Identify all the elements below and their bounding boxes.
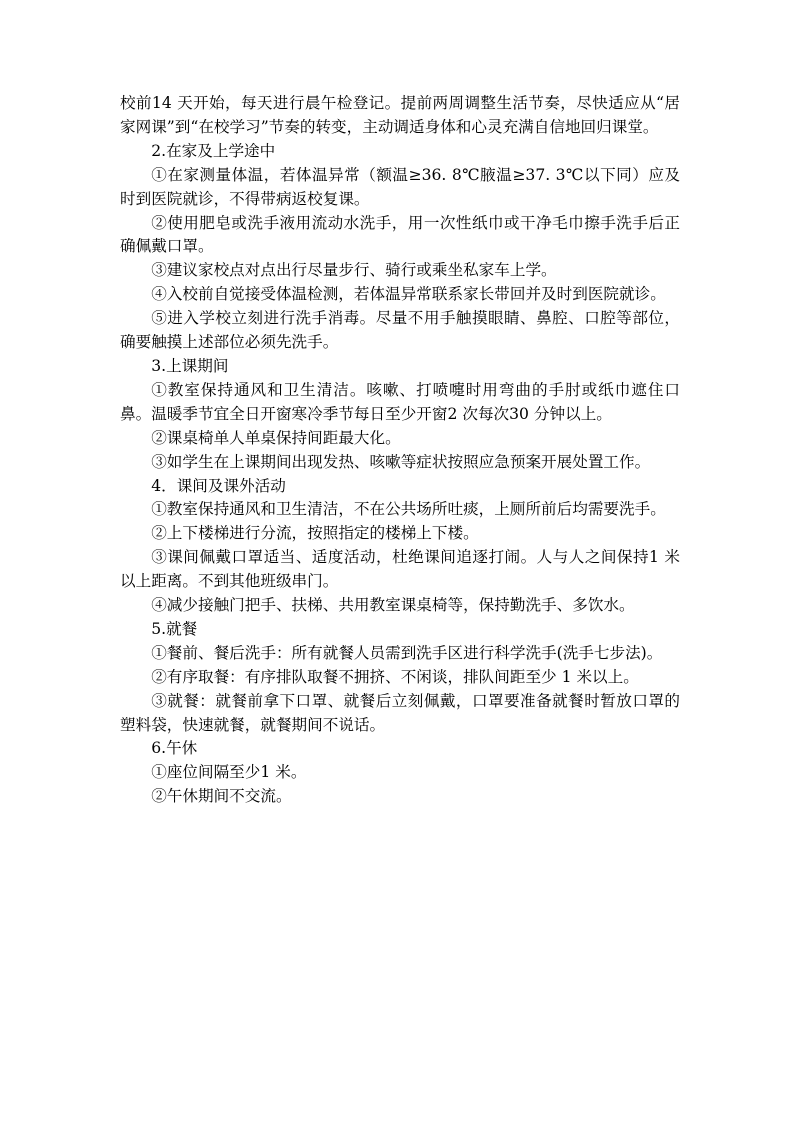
- section-heading-breaks-activities: 4．课间及课外活动: [151, 476, 286, 495]
- list-item: ①教室保持通风和卫生清洁。咳嗽、打喷嚏时用弯曲的手肘或纸巾遮住口鼻。温暖季节宜全日开窗寒冷季节每日至少开窗2 次每次30 分钟以上。: [120, 380, 680, 423]
- section-heading-class-period: 3.上课期间: [151, 356, 229, 375]
- list-item: ④入校前自觉接受体温检测，若体温异常联系家长带回并及时到医院就诊。: [151, 285, 666, 304]
- list-item: ②使用肥皂或洗手液用流动水洗手，用一次性纸巾或干净毛巾擦手洗手后正确佩戴口罩。: [120, 213, 680, 256]
- list-item: ③如学生在上课期间出现发热、咳嗽等症状按照应急预案开展处置工作。: [151, 452, 651, 471]
- intro-paragraph: 校前14 天开始，每天进行晨午检登记。提前两周调整生活节奏，尽快适应从“居家网课”到“在校学习”节奏的转变，主动调适身体和心灵充满自信地回归课堂。: [120, 94, 680, 136]
- list-item: ③建议家校点对点出行尽量步行、骑行或乘坐私家车上学。: [151, 261, 557, 280]
- section-heading-noon-rest: 6.午休: [151, 739, 198, 758]
- list-item: ②上下楼梯进行分流，按照指定的楼梯上下楼。: [151, 524, 479, 543]
- section-heading-dining: 5.就餐: [151, 619, 198, 638]
- list-item: ③就餐：就餐前拿下口罩、就餐后立刻佩戴，口罩要准备就餐时暂放口罩的塑料袋，快速就餐，就餐期间不说话。: [120, 691, 680, 734]
- list-item: ①餐前、餐后洗手：所有就餐人员需到洗手区进行科学洗手(洗手七步法)。: [151, 643, 663, 662]
- list-item: ②午休期间不交流。: [151, 787, 292, 806]
- list-item: ①座位间隔至少1 米。: [151, 763, 307, 782]
- document-page: [120, 92, 680, 809]
- list-item: ④减少接触门把手、扶梯、共用教室课桌椅等，保持勤洗手、多饮水。: [151, 596, 635, 615]
- list-item: ③课间佩戴口罩适当、适度活动，杜绝课间追逐打闹。人与人之间保持1 米以上距离。不到其他班级串门。: [120, 548, 680, 591]
- list-item: ⑤进入学校立刻进行洗手消毒。尽量不用手触摸眼睛、鼻腔、口腔等部位，确要触摸上述部位必须先洗手。: [120, 309, 680, 352]
- section-heading-home-and-commute: 2.在家及上学途中: [151, 141, 276, 160]
- list-item: ②有序取餐：有序排队取餐不拥挤、不闲谈，排队间距至少 1 米以上。: [151, 667, 639, 686]
- list-item: ②课桌椅单人单桌保持间距最大化。: [151, 428, 401, 447]
- list-item: ①在家测量体温，若体温异常（额温≥36. 8℃腋温≥37. 3℃以下同）应及时到医院就诊，不得带病返校复课。: [120, 165, 680, 208]
- list-item: ①教室保持通风和卫生清洁，不在公共场所吐痰，上厕所前后均需要洗手。: [151, 500, 666, 519]
